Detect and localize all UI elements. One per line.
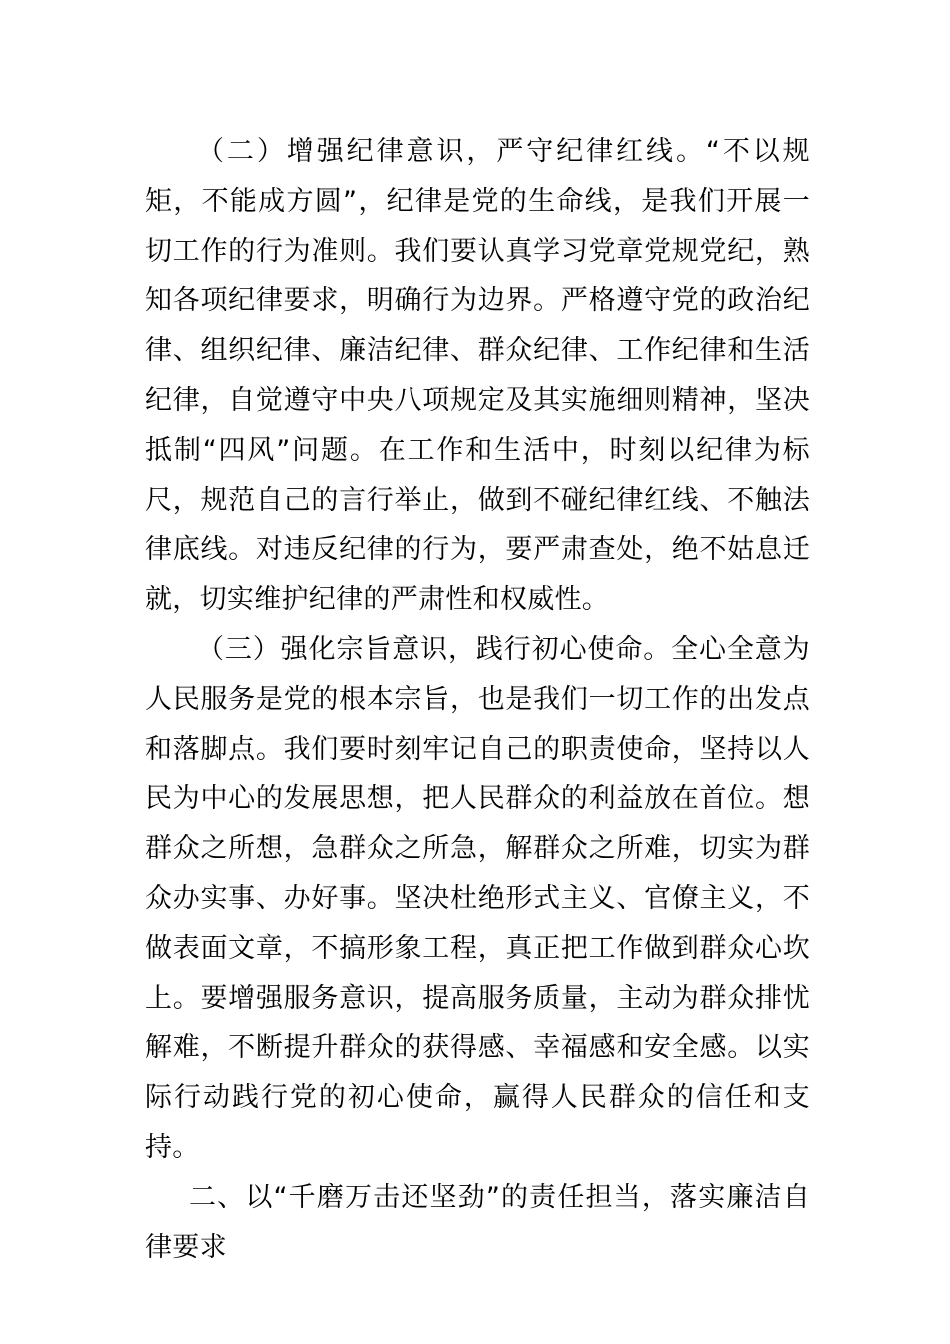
section-heading: 二、以“千磨万击还坚劲”的责任担当，落实廉洁自律要求 xyxy=(145,1181,810,1263)
paragraph-purpose xyxy=(145,625,810,1173)
document-body xyxy=(145,127,810,1272)
paragraph-purpose-body: 全心全意为人民服务是党的根本宗旨，也是我们一切工作的出发点和落脚点。我们要时刻牢记自己的职责使命，坚持以人民为中心的发展思想，把人民群众的利益放在首位。想群众之所想，急群众之所急，解群众之所难，切实为群众办实事、办好事。坚决杜绝形式主义、官僚主义，不做表面文章，不搞形象工程，真正把工作做到群众心坎上。要增强服务意识，提高服务质量，主动为群众排忧解难，不断提升群众的获得感、幸福感和安全感。以实际行动践行党的初心使命，赢得人民群众的信任和支持。 xyxy=(145,633,811,1163)
paragraph-purpose-heading: （三）强化宗旨意识，践行初心使命。 xyxy=(197,633,672,665)
paragraph-discipline-heading: （二）增强纪律意识，严守纪律红线。 xyxy=(197,136,706,167)
paragraph-discipline xyxy=(145,127,810,625)
paragraph-discipline-body: “不以规矩，不能成方圆”，纪律是党的生命线，是我们开展一切工作的行为准则。我们要认真学习党章党规党纪，熟知各项纪律要求，明确行为边界。严格遵守党的政治纪律、组织纪律、廉洁纪律、群众纪律、工作纪律和生活纪律，自觉遵守中央八项规定及其实施细则精神，坚决抵制“四风”问题。在工作和生活中，时刻以纪律为标尺，规范自己的言行举止，做到不碰纪律红线、不触法律底线。对违反纪律的行为，要严肃查处，绝不姑息迁就，切实维护纪律的严肃性和权威性。 xyxy=(145,136,810,616)
